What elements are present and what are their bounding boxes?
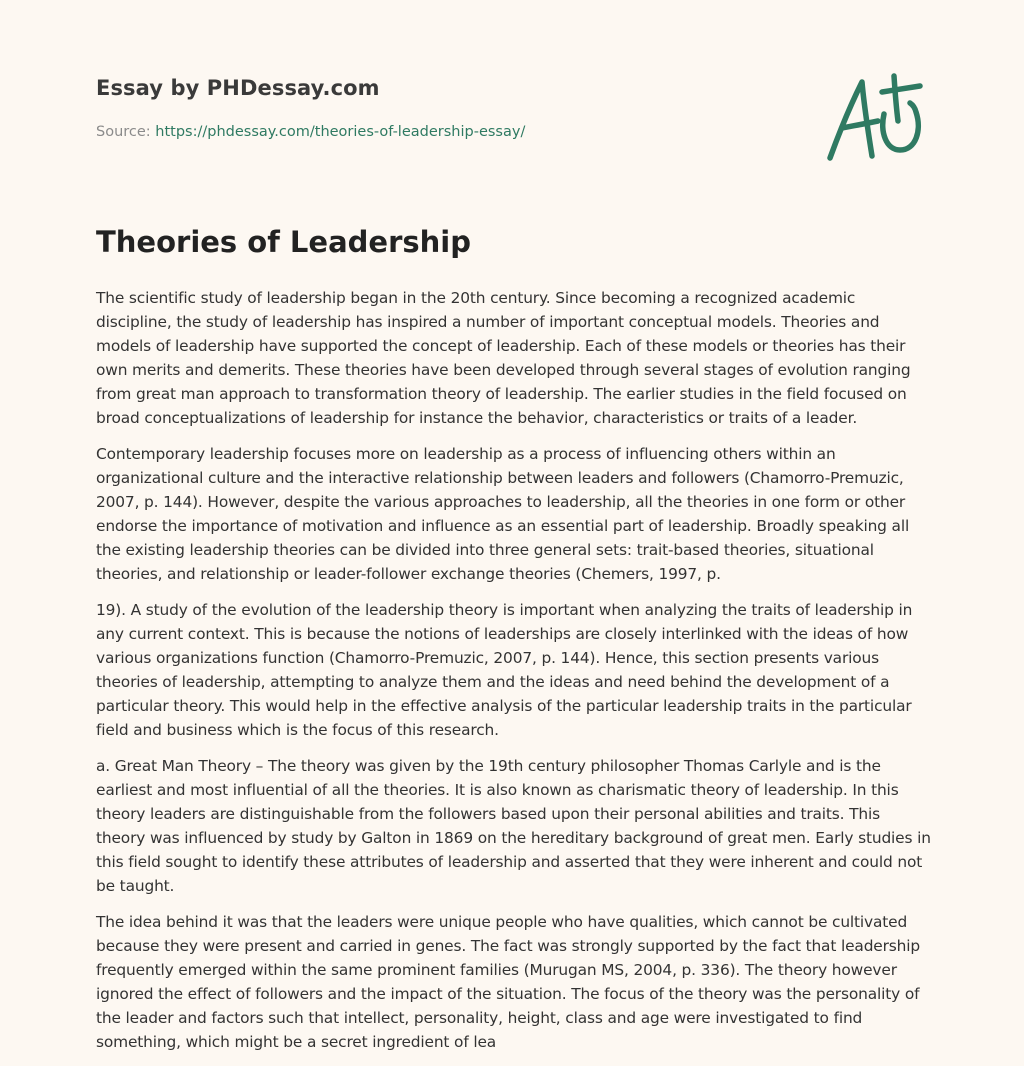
source-line xyxy=(96,124,525,140)
source-label: Source: xyxy=(96,124,156,140)
source-link[interactable]: https://phdessay.com/theories-of-leadership-essay/ xyxy=(155,124,526,140)
brand-title: Essay by PHDessay.com xyxy=(96,76,380,100)
a-plus-grade-icon xyxy=(820,66,930,166)
essay-body xyxy=(96,286,932,1066)
essay-paragraph: a. Great Man Theory – The theory was given by the 19th century philosopher Thomas Carlyle and is the earliest and most influential of all the theories. It is also known as charismatic theory of leadership. In this theory leaders are distinguishable from the followers based upon their personal abilities and traits. This theory was influenced by study by Galton in 1869 on the hereditary background of great men. Early studies in this field sought to identify these attributes of leadership and asserted that they were inherent and could not be taught. xyxy=(96,757,931,895)
essay-paragraph: 19). A study of the evolution of the leadership theory is important when analyzing the traits of leadership in any current context. This is because the notions of leaderships are closely interlinked with the ideas of how various organizations function (Chamorro-Premuzic, 2007, p. 144). Hence, this section presents various theories of leadership, attempting to analyze them and the ideas and need behind the development of a particular theory. This would help in the effective analysis of the particular leadership traits in the particular field and business which is the focus of this research. xyxy=(96,601,913,739)
essay-title: Theories of Leadership xyxy=(96,225,471,259)
essay-paragraph: Contemporary leadership focuses more on leadership as a process of influencing others within an organizational culture and the interactive relationship between leaders and followers (Chamorro-Premuzic, 2007, p. 144). However, despite the various approaches to leadership, all the theories in one form or other endorse the importance of motivation and influence as an essential part of leadership. Broadly speaking all the existing leadership theories can be divided into three general sets: trait-based theories, situational theories, and relationship or leader-follower exchange theories (Chemers, 1997, p. xyxy=(96,445,910,583)
essay-paragraph: The scientific study of leadership began in the 20th century. Since becoming a recognized academic discipline, the study of leadership has inspired a number of important conceptual models. Theories and models of leadership have supported the concept of leadership. Each of these models or theories has their own merits and demerits. These theories have been developed through several stages of evolution ranging from great man approach to transformation theory of leadership. The earlier studies in the field focused on broad conceptualizations of leadership for instance the behavior, characteristics or traits of a leader. xyxy=(96,289,911,427)
essay-paragraph: The idea behind it was that the leaders were unique people who have qualities, which cannot be cultivated because they were present and carried in genes. The fact was strongly supported by the fact that leadership frequently emerged within the same prominent families (Murugan MS, 2004, p. 336). The theory however ignored the effect of followers and the impact of the situation. The focus of the theory was the personality of the leader and factors such that intellect, personality, height, class and age were investigated to find something, which might be a secret ingredient of lea xyxy=(96,913,921,1051)
